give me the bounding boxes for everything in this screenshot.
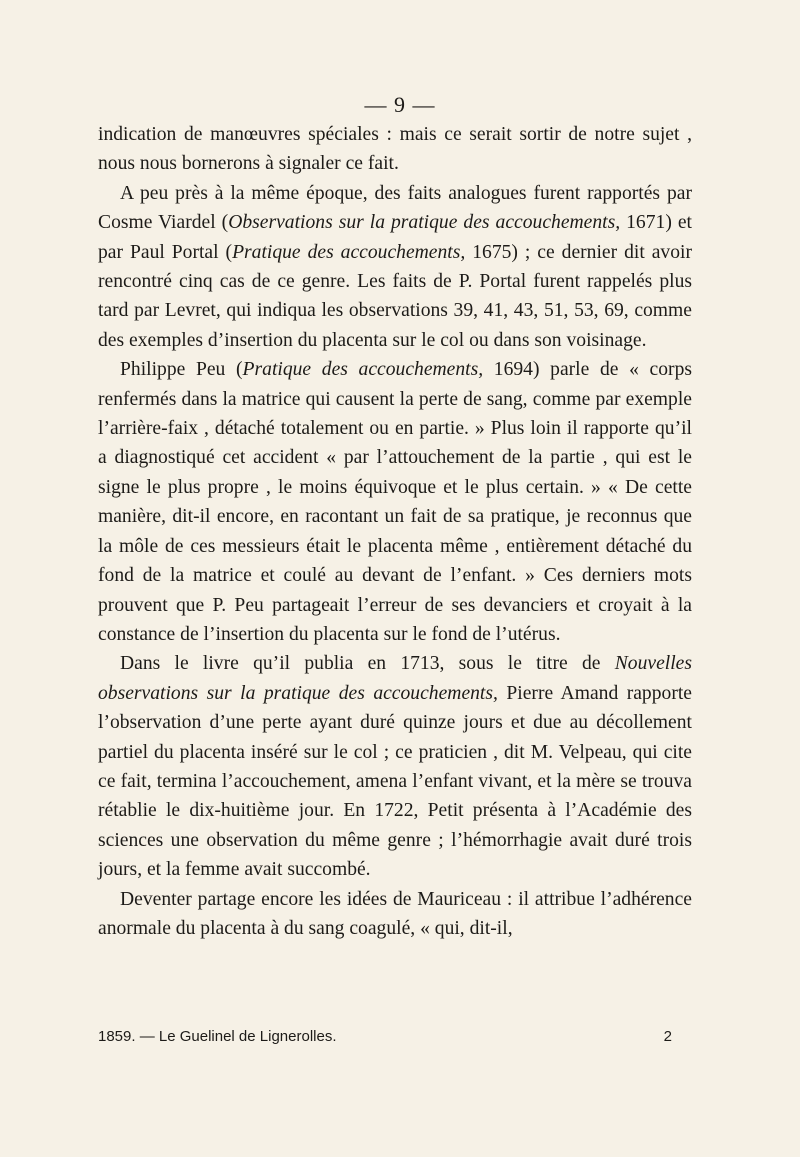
- signature-mark: 2: [663, 1028, 672, 1045]
- italic-title: Observations sur la pratique des accouchements,: [228, 212, 621, 234]
- footer-signature: [98, 1028, 692, 1045]
- text-run: Deventer partage encore les idées de Mauriceau : il attribue l’adhérence anormale du placenta à du sang coagulé, « qui, dit-il,: [98, 888, 692, 939]
- body-text: [98, 120, 692, 943]
- text-run: A peu près à la même époque, des faits analogues furent rapportés par Cosme Viardel (: [98, 182, 692, 234]
- italic-title: Pratique des accouchements,: [232, 241, 466, 263]
- paragraph-3: [98, 355, 692, 649]
- paragraph-2: [98, 179, 692, 355]
- text-run: 1675) ; ce dernier dit avoir rencontré cinq cas de ce genre. Les faits de P. Portal furent rappelés plus tard par Levret, qui indiqua les observations 39, 41, 43, 51, 53, 69, comme des exemples d’insertion du placenta sur le col ou dans son voisinage.: [98, 241, 692, 351]
- text-run: Dans le livre qu’il publia en 1713, sous le titre de: [120, 653, 615, 675]
- text-run: 1671) et par Paul Portal (: [98, 212, 692, 263]
- text-run: Pierre Amand rapporte l’observation d’une perte ayant duré quinze jours et due au décollement partiel du placenta inséré sur le col ; ce praticien , dit M. Velpeau, qui cite ce fait, termina l’accouchement, amena l’enfant vivant, et la mère se trouva rétablie le dix-huitième jour. En 1722, Petit présenta à l’Académie des sciences une observation du même genre ; l’hémorrhagie avait duré trois jours, et la femme avait succombé.: [98, 682, 692, 881]
- italic-title: Pratique des accouchements,: [242, 359, 484, 381]
- page-number: — 9 —: [364, 92, 436, 117]
- text-run: 1694) parle de « corps renfermés dans la matrice qui causent la perte de sang, comme par exemple l’arrière-faix , détaché totalement ou en partie. » Plus loin il rapporte qu’il a diagnostiqué cet accident « par l’attouchement de la partie , qui est le signe le plus propre , le moins équivoque et le plus certain. » « De cette manière, dit-il encore, en racontant un fait de sa pratique, je reconnus que la môle de ces messieurs était le placenta même , entièrement détaché du fond de la matrice et coulé au devant de l’enfant. » Ces derniers mots prouvent que P. Peu partageait l’erreur de ses devanciers et croyait à la constance de l’insertion du placenta sur le fond de l’utérus.: [98, 359, 692, 645]
- paragraph-1: [98, 120, 692, 179]
- printer-signature: 1859. — Le Guelinel de Lignerolles.: [98, 1028, 337, 1045]
- paragraph-4: [98, 649, 692, 884]
- text-run: indication de manœuvres spéciales : mais ce serait sortir de notre sujet , nous nous bornerons à signaler ce fait.: [98, 124, 692, 175]
- italic-title: Nouvelles observations sur la pratique des accouchements,: [98, 653, 692, 704]
- text-run: Philippe Peu (: [120, 359, 243, 381]
- paragraph-5: [98, 885, 692, 944]
